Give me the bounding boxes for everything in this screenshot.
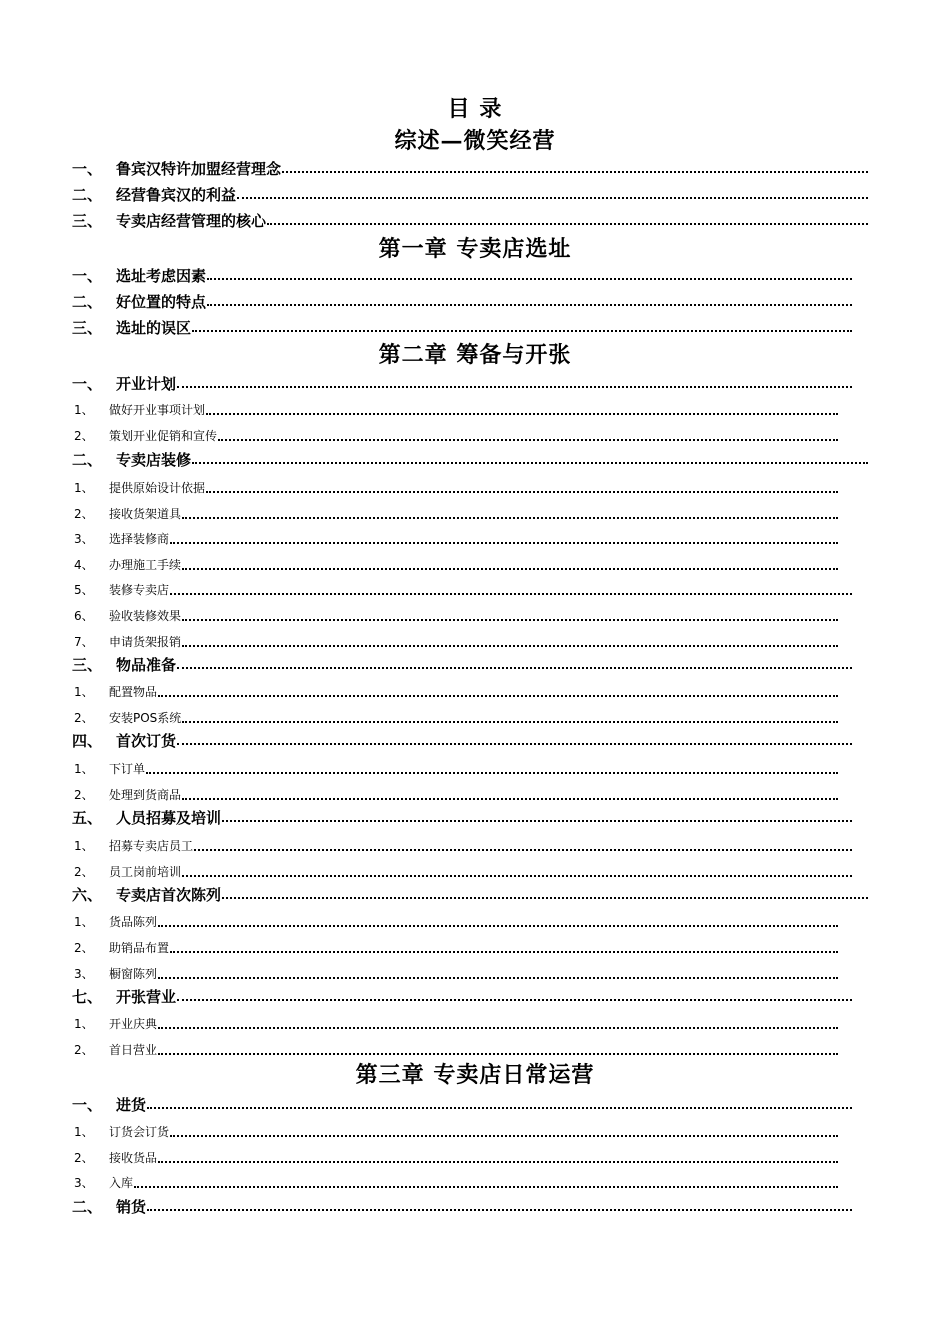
toc-entry-title: 订货会订货 — [109, 1125, 170, 1139]
dot-leader — [194, 849, 852, 851]
toc-entry-title: 首日营业 — [109, 1043, 158, 1057]
chapter-heading: 第二章 筹备与开张 — [378, 342, 572, 368]
toc-entry-number: 1、 — [74, 762, 94, 776]
toc-subentry[interactable] — [74, 531, 838, 548]
toc-entry-number: 3、 — [74, 532, 94, 546]
toc-entry[interactable] — [72, 450, 868, 470]
toc-subentry[interactable] — [74, 608, 838, 625]
toc-entry-number: 3、 — [74, 1176, 94, 1190]
toc-entry-number: 一、 — [72, 1096, 103, 1114]
toc-subentry[interactable] — [74, 684, 838, 701]
toc-subentry[interactable] — [74, 402, 838, 419]
toc-subentry[interactable] — [74, 864, 852, 881]
toc-entry-title: 处理到货商品 — [109, 788, 182, 802]
toc-entry-title: 好位置的特点 — [116, 293, 207, 311]
toc-entry-number: 6、 — [74, 609, 94, 623]
toc-subentry[interactable] — [74, 1150, 838, 1167]
toc-entry-title: 专卖店装修 — [116, 451, 192, 469]
dot-leader — [282, 171, 868, 173]
dot-leader — [158, 977, 838, 979]
toc-entry-title: 选址考虑因素 — [116, 267, 207, 285]
toc-entry-title: 经营鲁宾汉的利益 — [116, 186, 237, 204]
toc-entry-number: 2、 — [74, 1151, 94, 1165]
toc-entry-number: 2、 — [74, 941, 94, 955]
dot-leader — [222, 897, 868, 899]
toc-entry-title: 销货 — [116, 1198, 147, 1216]
dot-leader — [267, 223, 868, 225]
toc-subentry[interactable] — [74, 1042, 838, 1059]
toc-entry-title: 进货 — [116, 1096, 147, 1114]
toc-entry-number: 2、 — [74, 1043, 94, 1057]
toc-entry-title: 招募专卖店员工 — [109, 839, 194, 853]
dot-leader — [192, 462, 868, 464]
dot-leader — [237, 197, 868, 199]
dot-leader — [222, 820, 852, 822]
toc-entry-number: 5、 — [74, 583, 94, 597]
dot-leader — [182, 645, 838, 647]
dot-leader — [158, 1027, 838, 1029]
toc-entry-number: 二、 — [72, 293, 103, 311]
toc-entry-number: 一、 — [72, 375, 103, 393]
toc-entry-number: 一、 — [72, 267, 103, 285]
toc-entry-title: 专卖店首次陈列 — [116, 886, 222, 904]
toc-subentry[interactable] — [74, 1124, 838, 1141]
toc-entry-title: 开业计划 — [116, 375, 177, 393]
toc-entry-number: 五、 — [72, 809, 103, 827]
dot-leader — [158, 1161, 838, 1163]
dot-leader — [170, 1135, 838, 1137]
toc-subentry[interactable] — [74, 428, 838, 445]
toc-entry-title: 人员招募及培训 — [116, 809, 222, 827]
toc-entry[interactable] — [72, 159, 868, 179]
toc-entry-number: 1、 — [74, 1125, 94, 1139]
toc-entry-title: 接收货品 — [109, 1151, 158, 1165]
toc-subentry[interactable] — [74, 914, 838, 931]
dot-leader — [170, 542, 838, 544]
toc-entry-title: 选址的误区 — [116, 319, 192, 337]
toc-entry[interactable] — [72, 266, 852, 286]
dot-leader — [158, 1053, 838, 1055]
dot-leader — [170, 951, 838, 953]
toc-entry-title: 物品准备 — [116, 656, 177, 674]
toc-entry-title: 开业庆典 — [109, 1017, 158, 1031]
toc-entry-title: 首次订货 — [116, 732, 177, 750]
section-heading: 综述—微笑经营 — [394, 128, 556, 154]
dot-leader — [177, 743, 852, 745]
dot-leader — [206, 413, 838, 415]
dot-leader — [182, 619, 838, 621]
toc-entry-title: 策划开业促销和宣传 — [109, 429, 218, 443]
dot-leader — [170, 593, 852, 595]
dot-leader — [158, 695, 838, 697]
toc-subentry[interactable] — [74, 787, 838, 804]
toc-entry-number: 2、 — [74, 711, 94, 725]
chapter-heading: 第一章 专卖店选址 — [378, 236, 572, 262]
toc-entry-number: 1、 — [74, 1017, 94, 1031]
toc-entry-title: 鲁宾汉特许加盟经营理念 — [116, 160, 282, 178]
toc-entry-title: 安装POS系统 — [109, 711, 182, 725]
toc-entry-title: 验收装修效果 — [109, 609, 182, 623]
dot-leader — [207, 304, 852, 306]
toc-entry[interactable] — [72, 318, 852, 338]
toc-entry[interactable] — [72, 211, 868, 231]
toc-entry-title: 助销品布置 — [109, 941, 170, 955]
toc-entry-number: 三、 — [72, 212, 103, 230]
toc-entry-number: 1、 — [74, 839, 94, 853]
toc-entry[interactable] — [72, 1095, 852, 1115]
toc-subentry[interactable] — [74, 506, 838, 523]
toc-entry-number: 1、 — [74, 685, 94, 699]
dot-leader — [182, 875, 852, 877]
toc-entry-number: 三、 — [72, 319, 103, 337]
toc-entry-number: 1、 — [74, 915, 94, 929]
toc-entry-number: 2、 — [74, 507, 94, 521]
toc-entry-title: 提供原始设计依据 — [109, 481, 206, 495]
toc-entry[interactable] — [72, 655, 852, 675]
toc-entry-number: 1、 — [74, 481, 94, 495]
toc-subentry[interactable] — [74, 480, 838, 497]
toc-subentry[interactable] — [74, 710, 838, 727]
toc-entry-title: 办理施工手续 — [109, 558, 182, 572]
dot-leader — [182, 517, 838, 519]
toc-entry-number: 三、 — [72, 656, 103, 674]
toc-entry-title: 接收货架道具 — [109, 507, 182, 521]
toc-entry[interactable] — [72, 185, 868, 205]
toc-entry[interactable] — [72, 374, 852, 394]
dot-leader — [177, 999, 852, 1001]
toc-entry-number: 二、 — [72, 1198, 103, 1216]
toc-entry-title: 开张营业 — [116, 988, 177, 1006]
toc-entry[interactable] — [72, 808, 852, 828]
toc-entry-title: 做好开业事项计划 — [109, 403, 206, 417]
toc-subentry[interactable] — [74, 634, 838, 651]
toc-entry[interactable] — [72, 885, 868, 905]
toc-entry-number: 四、 — [72, 732, 103, 750]
toc-entry[interactable] — [72, 731, 852, 751]
toc-entry-number: 7、 — [74, 635, 94, 649]
toc-entry-title: 员工岗前培训 — [109, 865, 182, 879]
toc-entry-title: 装修专卖店 — [109, 583, 170, 597]
toc-entry-number: 4、 — [74, 558, 94, 572]
toc-entry-title: 货品陈列 — [109, 915, 158, 929]
toc-entry-title: 下订单 — [109, 762, 146, 776]
toc-subentry[interactable] — [74, 1175, 838, 1192]
dot-leader — [158, 925, 838, 927]
toc-title: 目 录 — [447, 96, 503, 122]
toc-subentry[interactable] — [74, 838, 852, 855]
toc-entry-title: 入库 — [109, 1176, 134, 1190]
toc-subentry[interactable] — [74, 940, 838, 957]
toc-entry-title: 橱窗陈列 — [109, 967, 158, 981]
toc-subentry[interactable] — [74, 966, 838, 983]
toc-subentry[interactable] — [74, 1016, 838, 1033]
toc-entry-number: 1、 — [74, 403, 94, 417]
toc-entry-number: 二、 — [72, 451, 103, 469]
toc-subentry[interactable] — [74, 557, 838, 574]
toc-subentry[interactable] — [74, 582, 852, 599]
toc-entry-number: 六、 — [72, 886, 103, 904]
toc-entry-number: 七、 — [72, 988, 103, 1006]
dot-leader — [147, 1107, 852, 1109]
dot-leader — [182, 721, 838, 723]
toc-entry-number: 3、 — [74, 967, 94, 981]
toc-entry-title: 专卖店经营管理的核心 — [116, 212, 267, 230]
dot-leader — [207, 278, 852, 280]
toc-entry-number: 一、 — [72, 160, 103, 178]
toc-entry-title: 选择装修商 — [109, 532, 170, 546]
toc-entry[interactable] — [72, 292, 852, 312]
dot-leader — [182, 798, 838, 800]
toc-entry[interactable] — [72, 1197, 852, 1217]
toc-entry[interactable] — [72, 987, 852, 1007]
toc-entry-number: 2、 — [74, 429, 94, 443]
dot-leader — [134, 1186, 838, 1188]
toc-subentry[interactable] — [74, 761, 838, 778]
dot-leader — [192, 330, 852, 332]
toc-entry-number: 2、 — [74, 865, 94, 879]
toc-entry-number: 二、 — [72, 186, 103, 204]
dot-leader — [177, 386, 852, 388]
dot-leader — [146, 772, 838, 774]
toc-entry-title: 申请货架报销 — [109, 635, 182, 649]
toc-entry-number: 2、 — [74, 788, 94, 802]
chapter-heading: 第三章 专卖店日常运营 — [355, 1062, 595, 1088]
dot-leader — [218, 439, 838, 441]
dot-leader — [177, 667, 852, 669]
dot-leader — [182, 568, 838, 570]
toc-entry-title: 配置物品 — [109, 685, 158, 699]
dot-leader — [206, 491, 838, 493]
dot-leader — [147, 1209, 852, 1211]
